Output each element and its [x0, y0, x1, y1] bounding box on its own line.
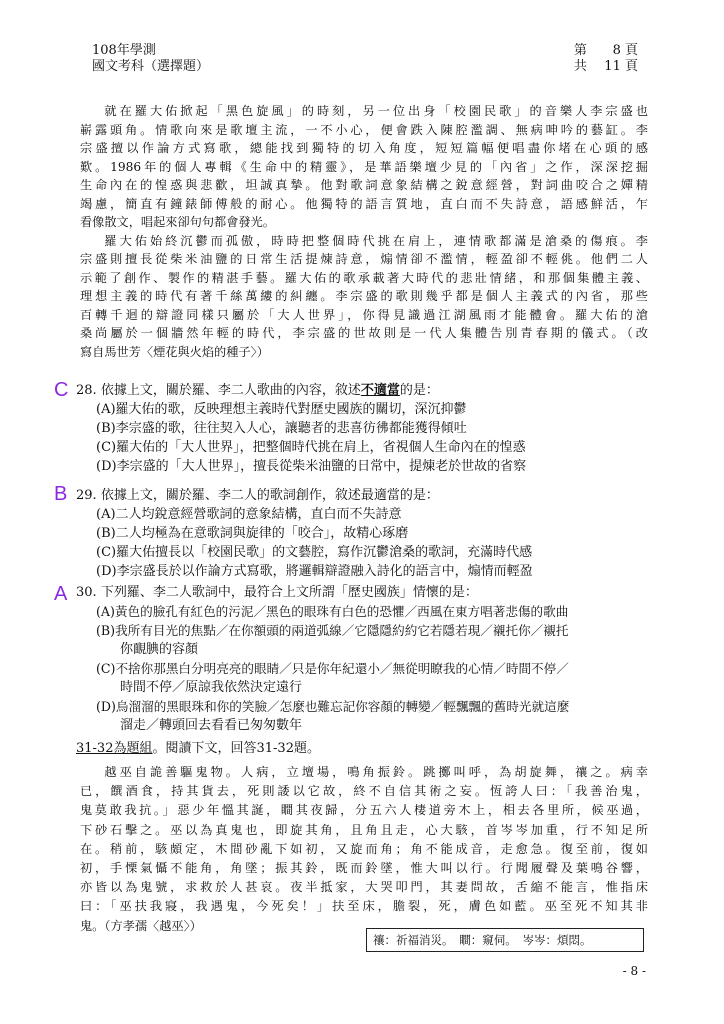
option-c: (C)羅大佑擅長以「校園民歌」的文藝腔，寫作沉鬱滄桑的歌詞，充滿時代感: [96, 545, 533, 560]
option-b-line1: (B)我所有目光的焦點／在你額頭的兩道弧線／它隱隱約約它若隱若現／襯托你／襯托: [96, 623, 569, 638]
exam-year: 108年學測: [92, 43, 156, 58]
passage-classical: [80, 763, 648, 936]
group-label: 31-32為題組: [76, 741, 153, 756]
group-instruction: 。閱讀下文，回答31-32題。: [152, 741, 320, 756]
answer-mark-28: C: [54, 379, 69, 401]
passage-line: 歎。1986年的個人專輯《生命中的精靈》，是華語樂壇少見的「內省」之作，深深挖掘: [80, 159, 648, 174]
passage-line: 已，饌酒食，持其貨去，死則諉以它故，終不自信其術之妄。恆誇人曰：「我善治鬼，: [80, 784, 648, 799]
option-b-line2: 你靦腆的容顏: [120, 642, 199, 657]
passage-line: 就在羅大佑掀起「黑色旋風」的時刻，另一位出身「校園民歌」的音樂人李宗盛也: [104, 104, 648, 118]
question-29: [76, 486, 656, 581]
option-d: (D)李宗盛的「大人世界」，擅長從柴米油鹽的日常中，提煉老於世故的省察: [96, 459, 527, 474]
option-d-line2: 溜走／轉頭回去看看已匆匆數年: [120, 718, 303, 733]
page-number: - 8 -: [622, 964, 646, 978]
stem-emphasis: 不適當: [360, 383, 400, 398]
passage-line: 在。稍前，駭頗定，木間砂亂下如初，又旋而角；角不能成音，走愈急。復至前，復如: [80, 841, 648, 856]
passage-line: 寫自馬世芳〈煙花與火焰的種子〉）: [80, 344, 269, 359]
passage-line: 桑尚屬於一個牆然年輕的時代，李宗盛的世故則是一代人集體告別青春期的儀式。（改: [80, 326, 648, 340]
option-a: (A)羅大佑的歌，反映理想主義時代對歷史國族的關切，深沉抑鬱: [96, 402, 467, 417]
question-number: 28.: [76, 383, 97, 398]
page-total: 11: [604, 59, 621, 74]
option-d-line1: (D)烏溜溜的黑眼珠和你的笑臉／怎麼也難忘記你容顏的轉變／輕飄飄的舊時光就這麼: [96, 699, 570, 714]
question-stem: [76, 583, 656, 602]
passage-line: 宗盛則擅長從柴米油鹽的日常生活提煉詩意，煽情卻不濫情，輕盈卻不輕佻。他們二人: [80, 252, 648, 266]
page-indicator: [574, 43, 638, 75]
option-d: (D)李宗盛長於以作論方式寫歌，將邏輯辯證融入詩化的語言中，煽情而輕盈: [96, 564, 533, 579]
passage-line: 嶄露頭角。情歌向來是歌壇主流，一不小心，便會跌入陳腔濫調、無病呻吟的藝缸。李: [80, 122, 648, 137]
option-b: (B)二人均極為在意歌詞與旋律的「咬合」，故精心琢磨: [96, 526, 409, 541]
passage-line: 亦皆以為鬼號，求救於人甚哀。夜半抵家，大哭叩門，其妻問故，舌縮不能言，惟指床: [80, 880, 648, 895]
passage-line: 理想主義的時代有著千絲萬縷的糾纏。李宗盛的歌則幾乎都是個人主義式的內省，那些: [80, 289, 648, 303]
passage-line: 宗盛擅以作論方式寫歌，總能找到獨特的切入角度，短短篇幅便唱盡你堵在心頭的感: [80, 141, 648, 155]
question-stem: [76, 486, 656, 505]
passage-line: 鬼。（方孝孺〈越巫〉）: [80, 918, 202, 933]
answer-mark-30: A: [54, 583, 68, 605]
option-a: (A)二人均銳意經營歌詞的意象結構，直白而不失詩意: [96, 507, 402, 522]
passage-line: 示範了創作、製作的精湛手藝。羅大佑的歌承載著大時代的悲壯情緒，和那個集體主義、: [80, 270, 648, 285]
question-stem: [76, 381, 656, 400]
question-group-header: [76, 740, 320, 758]
stem-text: 下列羅、李二人歌詞中，最符合上文所謂「歷史國族」情懷的是：: [100, 585, 478, 600]
page-current: 8: [612, 43, 621, 58]
question-28: [76, 381, 656, 476]
exam-header: [92, 43, 209, 75]
passage-line: 羅大佑始終沉鬱而孤傲，時時把整個時代挑在肩上，連情歌都滿是滄桑的傷痕。李: [104, 233, 648, 248]
total-unit: 頁: [624, 59, 638, 74]
passage-line: 曰：「巫扶我寢，我遇鬼，今死矣！」扶至床，膽裂，死，膚色如藍。巫至死不知其非: [80, 899, 648, 914]
stem-text: 依據上文，關於羅、李二人的歌詞創作，敘述最適當的是：: [100, 488, 439, 503]
passage-modern: [80, 102, 648, 361]
passage-line: 看像散文，唱起來卻句句都會發光。: [80, 215, 275, 229]
passage-line: 百轉千迴的辯證同樣只屬於「大人世界」，你得見識過江湖風雨才能體會。羅大佑的滄: [80, 307, 648, 322]
stem-text-end: 的是：: [399, 383, 439, 398]
answer-mark-29: B: [54, 483, 68, 505]
option-a: (A)黃色的臉孔有紅色的污泥／黑色的眼珠有白色的恐懼／西風在東方唱著悲傷的歌曲: [96, 604, 569, 619]
exam-subject: 國文考科（選擇題）: [92, 59, 210, 74]
stem-text: 依據上文，關於羅、李二人歌曲的內容，敘述: [100, 383, 361, 398]
option-b: (B)李宗盛的歌，往往契入人心，讓聽者的悲喜彷彿都能獲得傾吐: [96, 421, 467, 436]
glossary-note: 禳：祈福消災。 瞷：窺伺。 岑岑：煩悶。: [366, 928, 644, 952]
option-c: (C)羅大佑的「大人世界」，把整個時代挑在肩上，省視個人生命內在的惶惑: [96, 440, 526, 455]
page-unit: 頁: [624, 43, 638, 58]
option-c-line1: (C)不捨你那黑白分明亮亮的眼睛／只是你年紀還小／無從明瞭我的心情／時間不停／: [96, 661, 569, 676]
question-number: 30.: [76, 585, 97, 600]
passage-line: 生命內在的惶惑與悲歡，坦誠真摯。他對歌詞意象結構之銳意經營，對詞曲咬合之嬋精: [80, 178, 648, 192]
question-30: [76, 583, 656, 735]
passage-line: 竭慮，簡直有鐘錶師傅般的耐心。他獨特的語言質地，直白而不失詩意，語感鮮活，乍: [80, 196, 648, 211]
total-label: 共: [573, 59, 587, 74]
option-c-line2: 時間不停／原諒我依然決定遠行: [120, 680, 303, 695]
passage-line: 下砂石擊之。巫以為真鬼也，即旋其角，且角且走，心大駭，首岑岑加重，行不知足所: [80, 822, 648, 837]
page-label: 第: [573, 43, 587, 58]
passage-line: 越巫自詭善驅鬼物。人病，立壇場，鳴角振鈴。跳擲叫呼，為胡旋舞，禳之。病幸: [104, 765, 648, 779]
passage-line: 初，手慄氣懾不能角，角墜；振其鈴，既而鈴墜，惟大叫以行。行聞履聲及葉鳴谷響，: [80, 860, 648, 875]
passage-line: 鬼莫敢我抗。」惡少年慍其誕，瞷其夜歸，分五六人棲道旁木上，相去各里所，候巫過，: [80, 803, 648, 818]
question-number: 29.: [76, 488, 97, 503]
